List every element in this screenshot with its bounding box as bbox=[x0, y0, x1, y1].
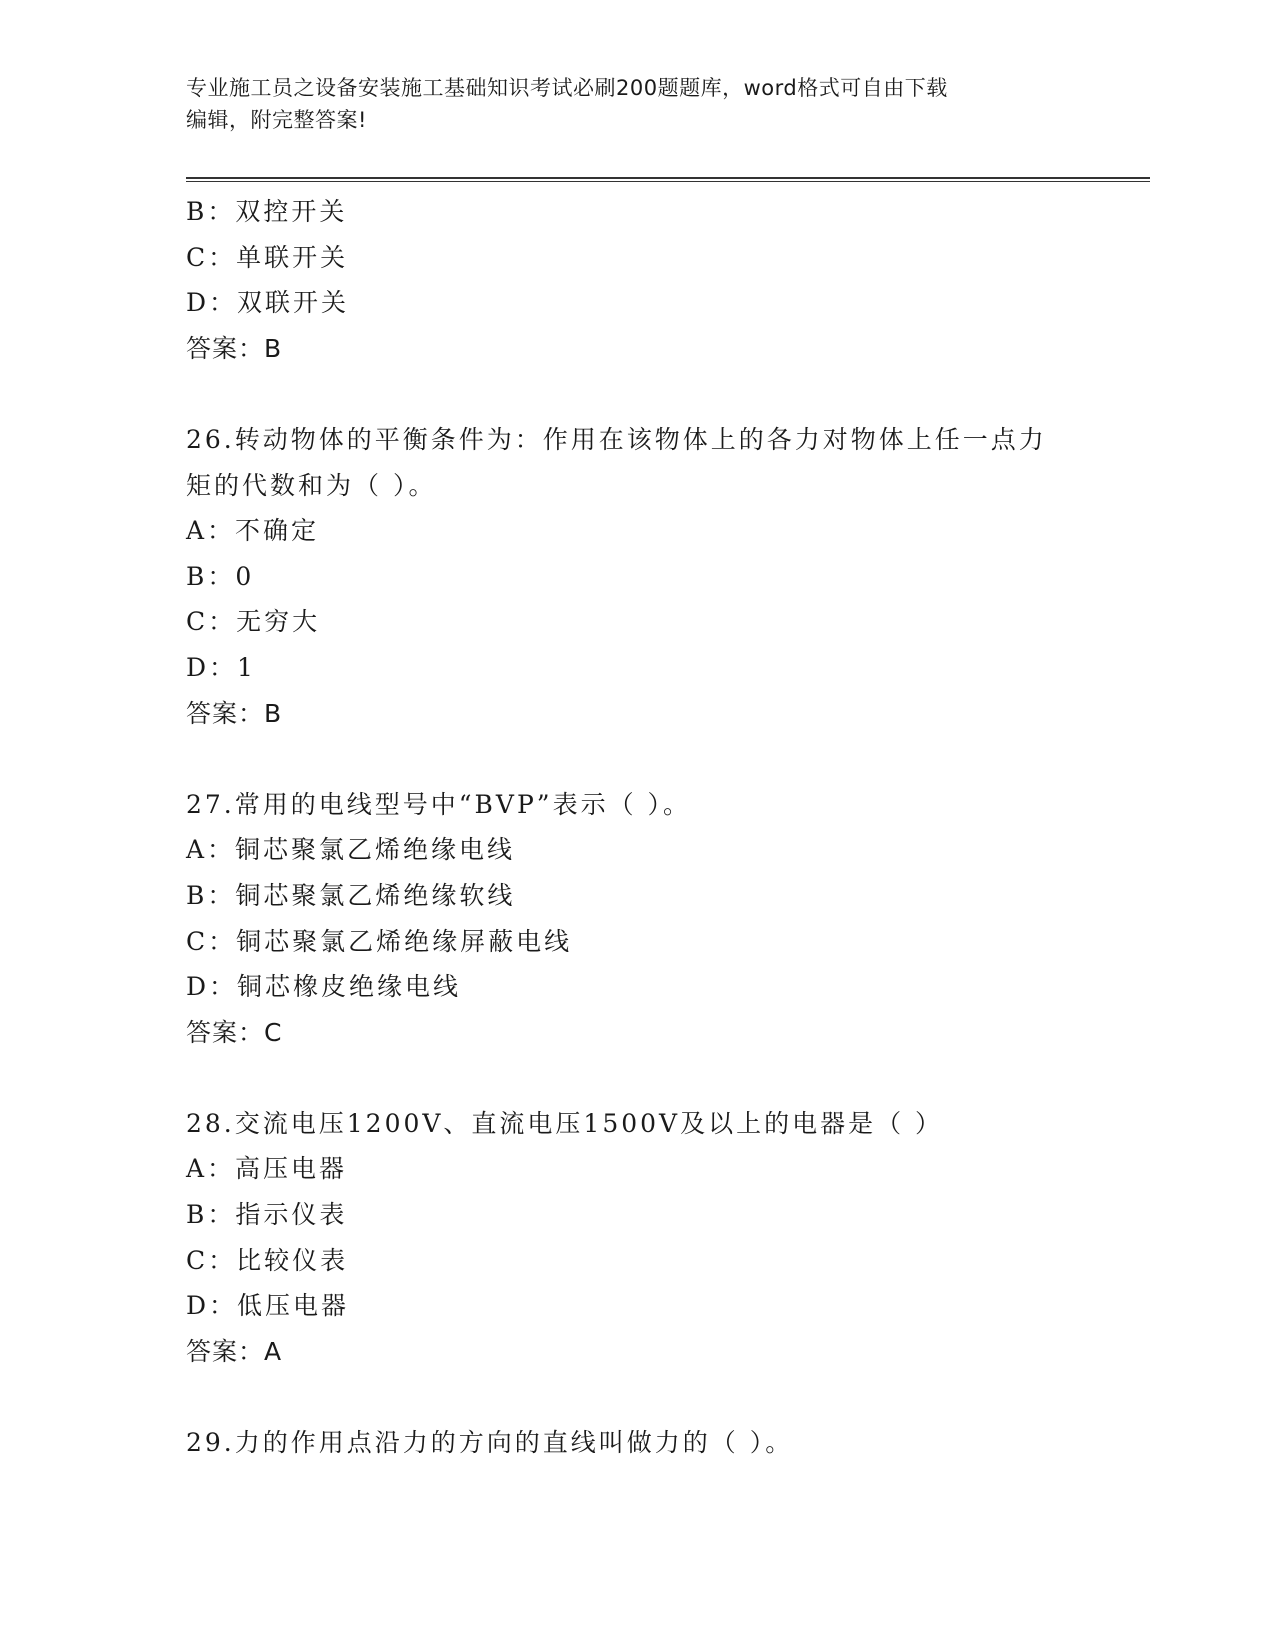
option-a: A：不确定 bbox=[186, 516, 320, 546]
question-text-line-1: 26.转动物体的平衡条件为：作用在该物体上的各力对物体上任一点力 bbox=[186, 424, 1047, 454]
option-b: B：铜芯聚氯乙烯绝缘软线 bbox=[186, 880, 516, 910]
option-c: C：无穷大 bbox=[186, 607, 321, 637]
option-b: B：指示仪表 bbox=[186, 1200, 348, 1230]
option-c: C：比较仪表 bbox=[186, 1245, 349, 1275]
header-rule-thin bbox=[186, 181, 1150, 182]
spacer bbox=[186, 736, 1086, 782]
option-d: D：1 bbox=[186, 652, 256, 682]
question-block-27 bbox=[186, 782, 1086, 1056]
question-block-29 bbox=[186, 1420, 1086, 1466]
question-text-line-2: 矩的代数和为（ ）。 bbox=[186, 470, 437, 500]
question-text-line-1: 29.力的作用点沿力的方向的直线叫做力的（ ）。 bbox=[186, 1428, 794, 1458]
option-b: B：0 bbox=[186, 561, 255, 591]
page-header bbox=[186, 72, 1066, 136]
option-d: D：低压电器 bbox=[186, 1291, 350, 1321]
answer-line: 答案：B bbox=[186, 333, 283, 363]
question-block-25 bbox=[186, 189, 1086, 371]
question-block-26 bbox=[186, 417, 1086, 736]
answer-line: 答案：C bbox=[186, 1017, 283, 1047]
spacer bbox=[186, 371, 1086, 417]
answer-line: 答案：B bbox=[186, 698, 283, 728]
spacer bbox=[186, 1374, 1086, 1420]
spacer bbox=[186, 1055, 1086, 1101]
answer-line: 答案：A bbox=[186, 1336, 283, 1366]
option-d: D：铜芯橡皮绝缘电线 bbox=[186, 972, 462, 1002]
option-a: A：高压电器 bbox=[186, 1154, 348, 1184]
question-text-line-1: 27.常用的电线型号中“BVP”表示（ ）。 bbox=[186, 789, 692, 819]
option-c: C：单联开关 bbox=[186, 242, 349, 272]
header-title-line-2: 编辑，附完整答案! bbox=[186, 108, 367, 132]
option-c: C：铜芯聚氯乙烯绝缘屏蔽电线 bbox=[186, 926, 573, 956]
option-b: B：双控开关 bbox=[186, 197, 348, 226]
header-title-line-1: 专业施工员之设备安装施工基础知识考试必刷200题题库，word格式可自由下载 bbox=[186, 76, 948, 100]
question-content bbox=[186, 189, 1086, 1466]
option-a: A：铜芯聚氯乙烯绝缘电线 bbox=[186, 835, 516, 865]
header-rule bbox=[186, 177, 1150, 179]
question-text-line-1: 28.交流电压1200V、直流电压1500V及以上的电器是（ ） bbox=[186, 1108, 944, 1138]
question-block-28 bbox=[186, 1101, 1086, 1375]
option-d: D：双联开关 bbox=[186, 288, 350, 318]
